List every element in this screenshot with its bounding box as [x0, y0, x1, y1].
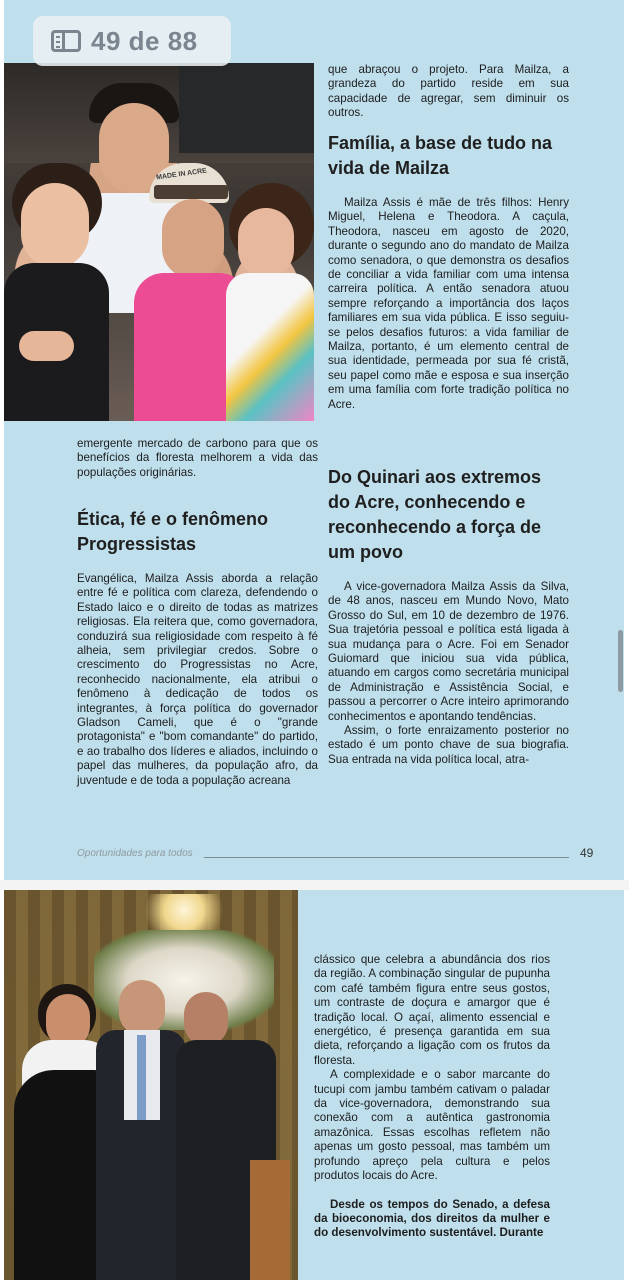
paragraph: A complexidade e o sabor marcante do tucupi com jambu também cativam o paladar da vice-governadora, demonstrando sua conexão com a autêntica gastronomia amazônica. Essas escolhas refletem não apenas um gosto pessoal, mas também um profundo apreço pela cultura e pelos produtos locais do Acre.: [314, 1068, 550, 1183]
magazine-page-49: [4, 0, 624, 880]
heading-familia: Família, a base de tudo na vida de Mailza: [328, 133, 553, 178]
right-column-top-text: [328, 63, 569, 121]
page-gap: [0, 880, 629, 890]
bold-paragraph: Desde os tempos do Senado, a defesa da bioeconomia, dos direitos da mulher e do desenvolvimento sustentável. Durante: [314, 1197, 550, 1240]
scrollbar-thumb[interactable]: [618, 630, 623, 692]
footer-divider: [204, 857, 569, 858]
page50-text: [314, 953, 550, 1241]
magazine-page-50: [4, 890, 624, 1280]
left-column-top-text: [77, 437, 318, 480]
paragraph: Mailza Assis é mãe de três filhos: Henry Miguel, Helena e Theodora. A caçula, Theodora, nasceu em agosto de 2020, durante o segundo ano do mandato de Mailza como senadora, o que demonstra os desafios de conciliar a vida familiar com uma intensa carreira política. A então senadora atuou sempre reforçando a importância dos laços familiares em sua vida pública. E isso seguiu-se pelos desafios futuros: a vida familiar de Mailza, portanto, é um elemento central de sua identidade, permeada por sua fé cristã, seu papel como mãe e esposa e sua inserção em uma família com forte tradição política no Acre.: [328, 196, 569, 411]
family-photo: [4, 63, 314, 421]
heading-etica: Ética, fé e o fenômeno Progressistas: [77, 509, 269, 554]
familia-paragraph: [328, 196, 569, 412]
group-photo: [4, 890, 298, 1280]
cap-text: MADE IN ACRE: [155, 167, 208, 182]
paragraph: emergente mercado de carbono para que os benefícios da floresta melhorem a vida das populações originárias.: [77, 437, 318, 479]
page-indicator[interactable]: [33, 16, 231, 66]
page-indicator-text: 49 de 88: [91, 25, 198, 56]
page-number: 49: [580, 846, 594, 860]
paragraph: Evangélica, Mailza Assis aborda a relação entre fé e política com clareza, defendendo o Estado laico e o direito de todas as matrizes religiosas. Ela reitera que, como governadora, conduzirá sua religiosidade com respeito à fé alheia, sem privilegiar credos. Sobre o crescimento do Progressistas no Acre, reconhecido nacionalmente, ela atribui o fenômeno à dedicação de todos os integrantes, à força política do governador Gladson Cameli, que é o "grande protagonista" e "bom comandante" do partido, e ao trabalho dos líderes e aliados, incluindo o papel das mulheres, da população afro, da juventude e de toda a população acreana: [77, 572, 318, 787]
paragraph: A vice-governadora Mailza Assis da Silva, de 48 anos, nasceu em Mundo Novo, Mato Grosso do Sul, em 10 de dezembro de 1976. Sua trajetória pessoal e política está ligada à sua mudança para o Acre. Foi em Senador Guiomard que iniciou sua vida pública, atuando em cargos como secretária municipal de Administração e Assistência Social, e passou a percorrer o Acre inteiro aprimorando conhecimentos e apontando tendências.: [328, 580, 569, 723]
paragraph: Assim, o forte enraizamento posterior no estado é um ponto chave de sua biografia. Sua entrada na vida política local, atra-: [328, 724, 569, 766]
book-icon: [51, 30, 81, 52]
paragraph: clássico que celebra a abundância dos rios da região. A combinação singular de pupunha com café também figura entre seus gostos, um contraste de doçura e amargor que é tradição local. O açaí, alimento essencial e energético, é presença garantida em sua dieta, reforçando a ligação com os frutos da floresta.: [314, 953, 550, 1067]
paragraph: que abraçou o projeto. Para Mailza, a grandeza do partido reside em sua capacidade de agregar, sem diminuir os outros.: [328, 63, 569, 120]
etica-paragraph: [77, 572, 318, 788]
quinari-paragraphs: [328, 580, 569, 767]
heading-quinari: Do Quinari aos extremos do Acre, conhecendo e reconhecendo a força de um povo: [328, 467, 542, 562]
footer-section-title: Oportunidades para todos: [77, 848, 193, 859]
